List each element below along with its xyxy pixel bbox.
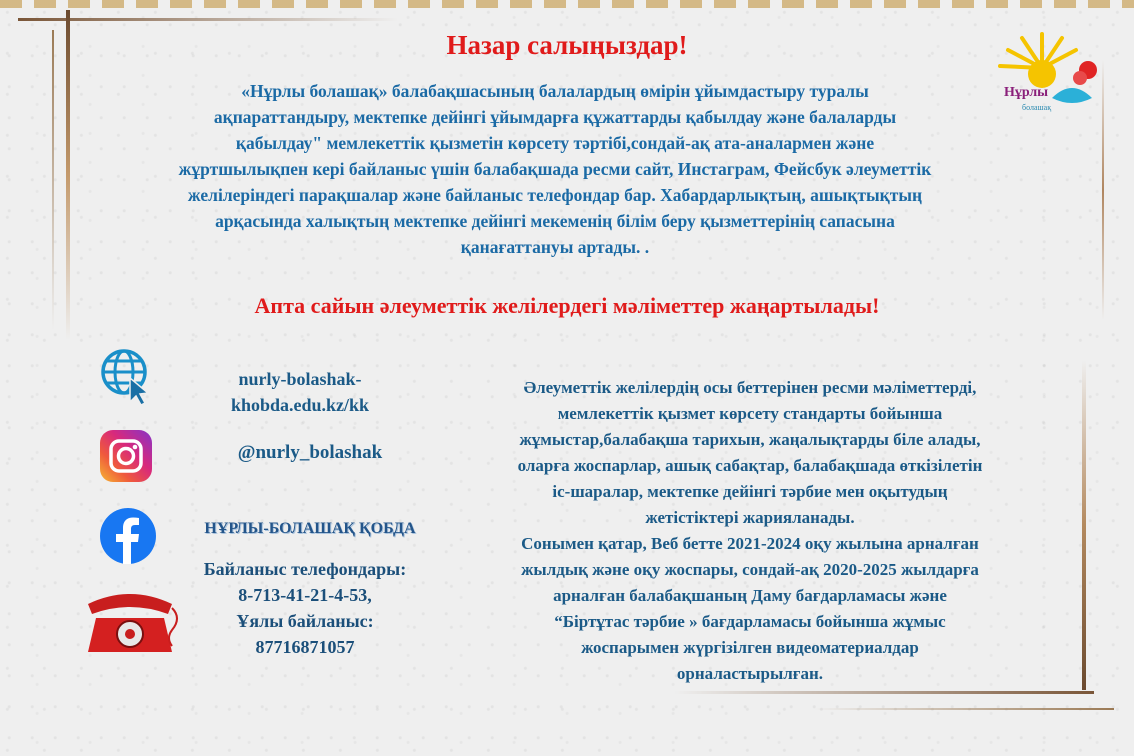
- phone-number: 8-713-41-21-4-53,: [238, 585, 372, 605]
- intro-paragraph: [95, 78, 1015, 260]
- body-line: Сонымен қатар, Веб бетте 2021-2024 оқу жылына арналған: [521, 534, 979, 553]
- frame-line: [814, 708, 1114, 710]
- phone-icon: [80, 588, 180, 658]
- kindergarten-logo: [992, 28, 1104, 118]
- body-line: жетістіктері жарияланады.: [645, 508, 855, 527]
- body-line: мемлекеттік қызмет көрсету стандарты бойынша: [557, 404, 943, 423]
- body-line: оларға жоспарлар, ашық сабақтар, балабақшада өткізілетін: [517, 456, 983, 475]
- frame-line: [1082, 360, 1086, 690]
- intro-line: желілеріндегі парақшалар және байланыс телефондар бар. Хабардарлықтың, ашықтықтың: [187, 185, 923, 205]
- body-line: жылдық және оқу жоспары, сондай-ақ 2020-2025 жылдарға: [521, 560, 979, 579]
- body-line: Әлеуметтік желілердің осы беттерінен ресми мәліметтерді,: [523, 378, 977, 397]
- top-ornament: [0, 0, 1134, 8]
- web-icon[interactable]: [100, 348, 156, 406]
- mobile-number: 87716871057: [255, 637, 355, 657]
- update-notice: Апта сайын әлеуметтік желілердегі мәліметтер жаңартылады!: [254, 293, 880, 318]
- website-link[interactable]: nurly-bolashak- khobda.edu.kz/kk: [230, 369, 370, 415]
- intro-line: қабылдау" мемлекеттік қызметін көрсету тәртібі,сондай-ақ ата-аналармен және: [235, 133, 875, 153]
- instagram-handle[interactable]: @nurly_bolashak: [237, 442, 383, 463]
- facebook-page-name[interactable]: НҰРЛЫ-БОЛАШАҚ ҚОБДА: [204, 520, 416, 537]
- frame-line: [52, 30, 54, 330]
- intro-line: «Нұрлы болашақ» балабақшасының балалардың өмірін ұйымдастыру туралы: [241, 81, 869, 101]
- frame-line: [674, 691, 1094, 694]
- body-line: арналған балабақшаның Даму бағдарламасы және: [553, 586, 947, 605]
- svg-text:болашақ: болашақ: [1022, 103, 1052, 112]
- intro-line: қанағаттануы артады. .: [460, 237, 650, 257]
- intro-line: ақпараттандыру, мектепке дейінгі ұйымдарға құжаттарды қабылдау және балаларды: [213, 107, 897, 127]
- body-line: “Біртұтас тәрбие » бағдарламасы бойынша жұмыс: [554, 612, 946, 631]
- intro-line: жұртшылықпен кері байланыс үшін балабақшада ресми сайт, Инстаграм, Фейсбук әлеуметтік: [178, 159, 932, 179]
- page-title: Назар салыңыздар!: [446, 30, 688, 60]
- body-line: іс-шаралар, мектепке дейінгі тәрбие мен оқытудың: [552, 482, 948, 501]
- mobile-label: Ұялы байланыс:: [236, 611, 374, 631]
- social-info-paragraph: [455, 375, 1045, 687]
- logo-text: Нұрлы: [1004, 85, 1049, 100]
- frame-line: [18, 18, 398, 21]
- body-line: жоспарымен жүргізілген видеоматериалдар: [581, 638, 919, 657]
- body-line: орналастырылған.: [676, 664, 824, 683]
- body-line: жұмыстар,балабақша тарихын, жаңалықтарды біле алады,: [519, 430, 981, 449]
- phones-label: Байланыс телефондары:: [203, 559, 407, 579]
- instagram-icon[interactable]: [100, 430, 152, 482]
- facebook-icon[interactable]: [100, 508, 156, 564]
- intro-line: арқасында халықтың мектепке дейінгі мекеменің білім беру қызметтерінің сапасына: [215, 211, 895, 231]
- phone-contacts: [190, 556, 420, 660]
